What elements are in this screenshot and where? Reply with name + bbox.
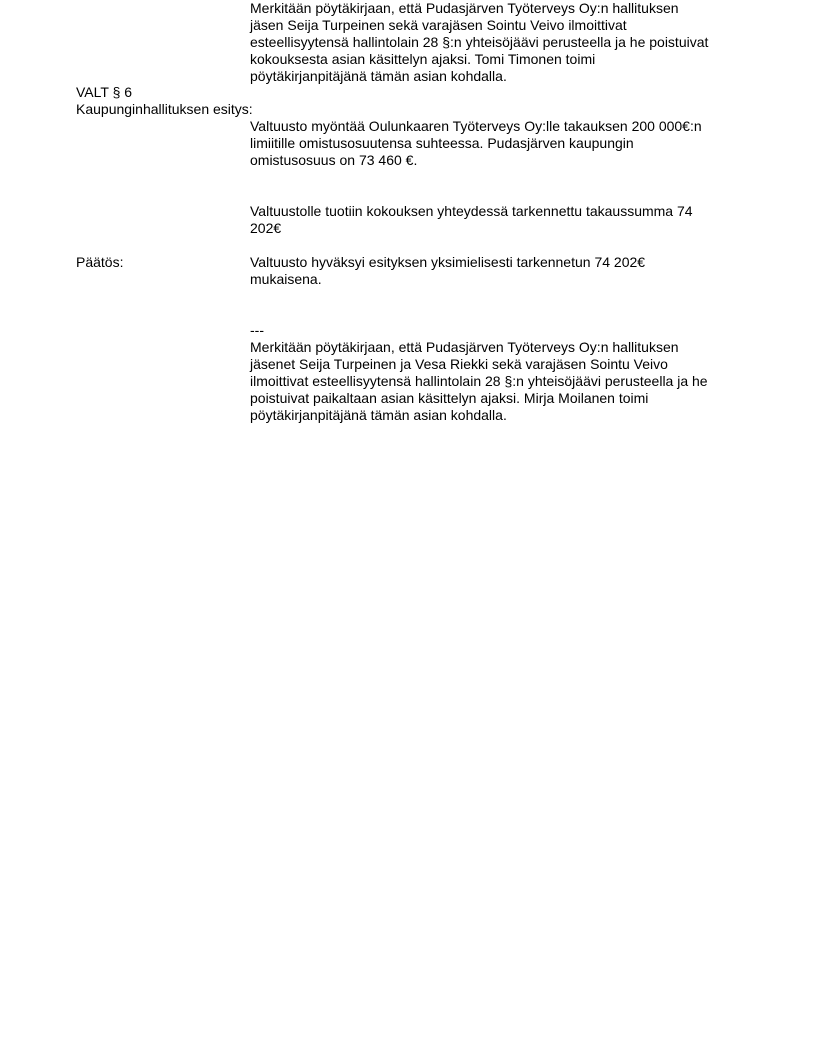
section-number: VALT § 6 [76, 84, 133, 100]
decision-label: Päätös: [76, 254, 124, 270]
intro-note: Merkitään pöytäkirjaan, että Pudasjärven Työterveys Oy:n hallituksen jäsen Seija Turpeinen sekä varajäsen Sointu Veivo ilmoittivat esteellisyytensä hallintolain 28 §:n yhteisöjäävi perusteella ja he poistuivat kokouksesta asian käsittelyn ajaksi. Tomi Timonen toimi pöytäkirjanpitäjänä tämän asian kohdalla. [250, 0, 709, 84]
proposal-label: Kaupunginhallituksen esitys: [76, 101, 253, 117]
decision-text: Valtuusto hyväksyi esityksen yksimielisesti tarkennetun 74 202€ mukaisena. [250, 254, 646, 287]
separator: --- [250, 322, 264, 338]
closing-note: Merkitään pöytäkirjaan, että Pudasjärven Työterveys Oy:n hallituksen jäsenet Seija Turpeinen ja Vesa Riekki sekä varajäsen Sointu Veivo ilmoittivat esteellisyytensä hallintolain 28 §:n yhteisöjäävi perusteella ja he poistuivat paikaltaan asian käsittelyn ajaksi. Mirja Moilanen toimi pöytäkirjanpitäjänä tämän asian kohdalla. [250, 339, 708, 423]
proposal-text: Valtuusto myöntää Oulunkaaren Työterveys Oy:lle takauksen 200 000€:n limiitille omistusosuutensa suhteessa. Pudasjärven kaupungin omistusosuus on 73 460 €. [250, 118, 702, 168]
clarification-text: Valtuustolle tuotiin kokouksen yhteydessä tarkennettu takaussumma 74 202€ [250, 203, 693, 236]
